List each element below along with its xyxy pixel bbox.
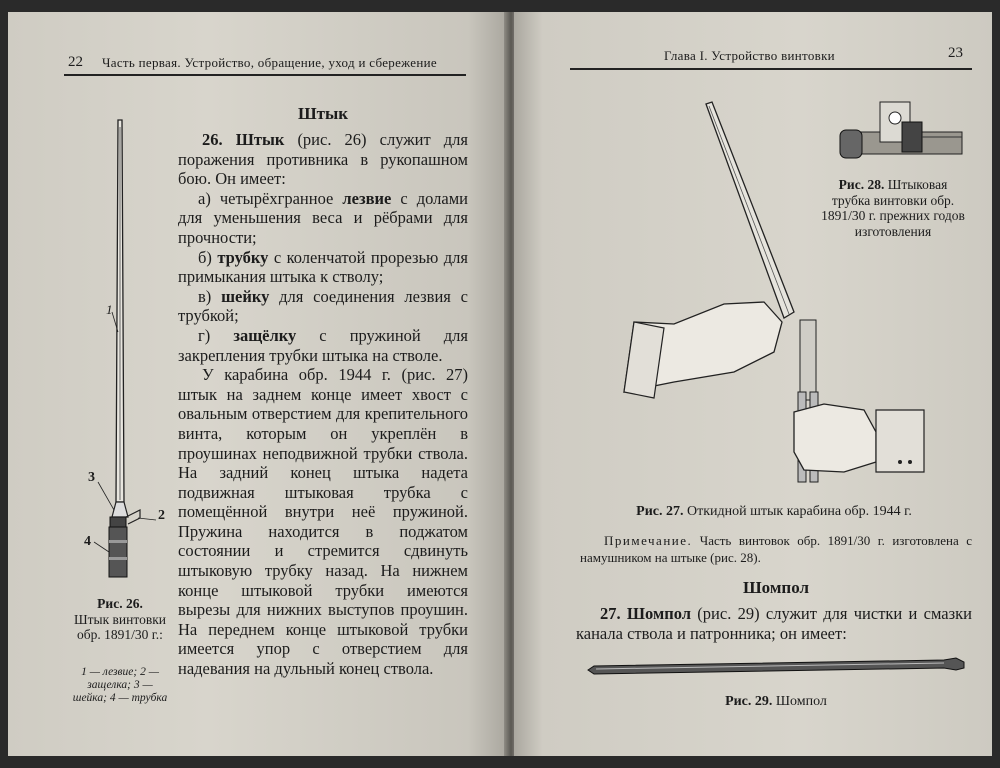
item-prefix: в) bbox=[198, 286, 222, 306]
figure-27-caption bbox=[574, 504, 974, 520]
fig26-label-4: 4 bbox=[84, 534, 91, 549]
fig26-caption-num: Рис. 26. bbox=[97, 596, 143, 611]
section-title-ramrod: Шомпол bbox=[742, 578, 810, 597]
figure-29-caption bbox=[580, 694, 972, 710]
fig26-caption-text: Штык винтовки обр. 1891/30 г.: bbox=[74, 611, 166, 642]
item-a bbox=[178, 189, 468, 248]
section-title-bayonet: Штык bbox=[297, 104, 349, 123]
body-text-right bbox=[576, 604, 972, 643]
running-head-right: Глава I. Устройство винтовки bbox=[664, 48, 835, 63]
item-b bbox=[178, 248, 468, 287]
figure-29-ramrod-drawing bbox=[584, 652, 974, 682]
running-head-left: Часть первая. Устройство, обращение, уход и сбережение bbox=[102, 55, 437, 70]
fig29-caption-num: Рис. 29. bbox=[725, 694, 773, 709]
item-text: с коленчатой прорезью для примыкания штыка к стволу; bbox=[178, 247, 469, 287]
term-neck: шейку bbox=[221, 286, 270, 306]
para-number: 27. bbox=[600, 604, 621, 623]
body-text-left bbox=[178, 130, 468, 679]
fig26-label-3: 3 bbox=[88, 470, 95, 485]
item-text: с пружиной для закрепления трубки штыка на стволе. bbox=[178, 325, 469, 365]
figure-26-caption bbox=[70, 596, 170, 643]
term-tube: трубку bbox=[217, 247, 269, 267]
figure-26-bayonet-drawing bbox=[8, 12, 178, 612]
fig29-caption-text: Шомпол bbox=[775, 694, 827, 709]
right-page bbox=[514, 12, 992, 756]
para-text: (рис. 29) служит для чистки и смазки канала ствола и патронника; он имеет: bbox=[576, 604, 972, 643]
fig26-label-1: 1 bbox=[106, 302, 113, 317]
term-blade: лезвие bbox=[342, 188, 392, 208]
note-label: Примечание. bbox=[604, 533, 693, 548]
para-text: (рис. 26) служит для поражения противника в рукопашном бою. Он имеет: bbox=[178, 130, 468, 189]
paragraph-26 bbox=[178, 130, 468, 189]
fig26-label-2: 2 bbox=[158, 508, 165, 523]
paragraph-carbine: У карабина обр. 1944 г. (рис. 27) штык на заднем конце имеет хвост с овальным отверстием для крепительного винта, которым он укреплён в проушинах неподвижной трубки ствола. На задний конец штыка надета подвижная штыковая трубка с помещённой внутри неё пружиной. Пружина находится в поджатом состоянии и стремится сдвинуть штыковую трубку назад. На нижнем конце штыковой трубки имеются вырезы для нижних выступов проушин. На переднем конце штыковой трубки имеется упор с отверстием для надевания на дульный конец ствола. bbox=[178, 365, 468, 679]
fig28-caption-text: Штыковая трубка винтовки обр. 1891/30 г. прежних годов изготовления bbox=[821, 177, 965, 239]
note-paragraph bbox=[580, 532, 972, 566]
term-latch: защёлку bbox=[233, 325, 297, 345]
item-text: с долами для уменьшения веса и рёбрами для прочности; bbox=[178, 188, 468, 247]
term-bayonet: Штык bbox=[235, 130, 285, 149]
item-prefix: а) четырёхгранное bbox=[198, 188, 343, 208]
fig27-caption-num: Рис. 27. bbox=[636, 504, 684, 519]
para-number: 26. bbox=[202, 130, 223, 149]
term-ramrod: Шомпол bbox=[626, 604, 692, 623]
item-prefix: г) bbox=[198, 325, 234, 345]
paragraph-27 bbox=[576, 604, 972, 643]
item-c bbox=[178, 287, 468, 326]
header-rule-right bbox=[570, 68, 972, 70]
figure-26-legend: 1 — лезвие; 2 — защелка; 3 — шейка; 4 — трубка bbox=[72, 666, 168, 704]
note-text: Часть винтовок обр. 1891/30 г. изготовлена с намушником на штыке (рис. 28). bbox=[580, 533, 972, 565]
item-d bbox=[178, 326, 468, 365]
figure-27-carbine-bayonet-drawing bbox=[614, 92, 934, 492]
page-number-right: 23 bbox=[948, 45, 963, 61]
item-prefix: б) bbox=[198, 247, 218, 267]
fig27-caption-text: Откидной штык карабина обр. 1944 г. bbox=[686, 504, 912, 519]
left-page bbox=[8, 12, 508, 756]
fig28-caption-num: Рис. 28. bbox=[838, 177, 885, 192]
page-number-left: 22 bbox=[68, 54, 83, 70]
item-text: для соединения лезвия с трубкой; bbox=[178, 286, 468, 326]
